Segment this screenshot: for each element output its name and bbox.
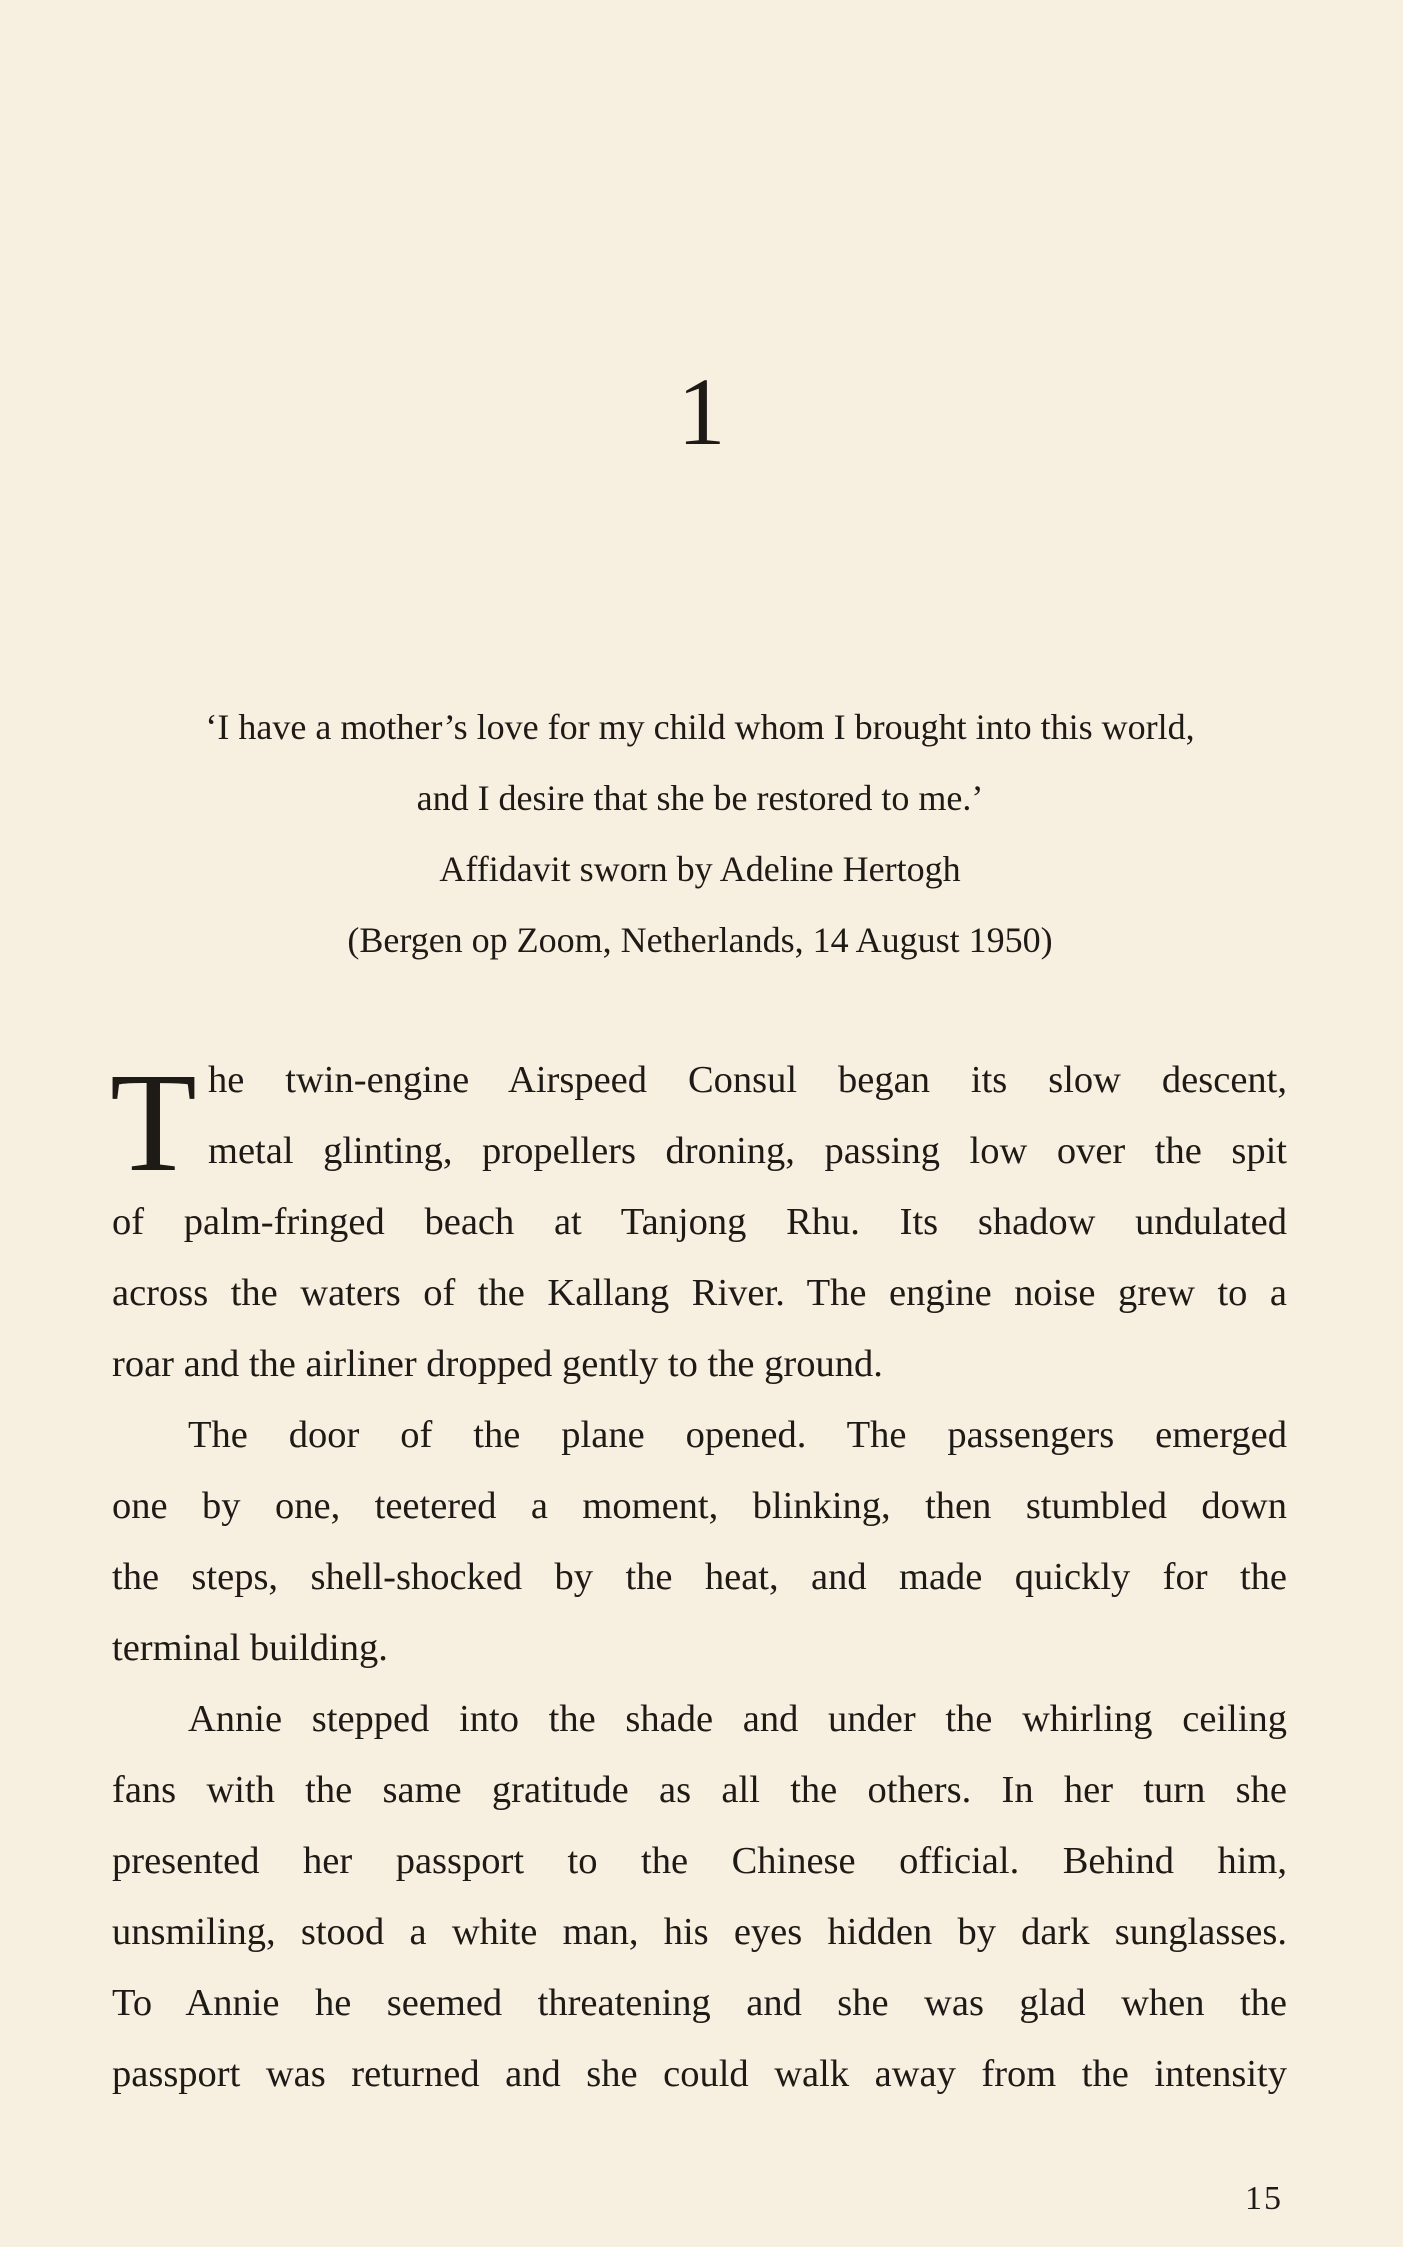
epigraph-attribution: Affidavit sworn by Adeline Hertogh <box>439 849 961 889</box>
drop-cap: T <box>110 1043 197 1201</box>
text-line: Annie stepped into the shade and under the whirling ceiling <box>188 1698 1287 1740</box>
text-line: passport was returned and she could walk away from the intensity <box>112 2053 1287 2095</box>
text-line: To Annie he seemed threatening and she was glad when the <box>112 1982 1287 2024</box>
text-line: unsmiling, stood a white man, his eyes hidden by dark sunglasses. <box>112 1911 1287 1953</box>
page-number: 15 <box>1245 2180 1283 2217</box>
text-line: fans with the same gratitude as all the others. In her turn she <box>112 1769 1287 1811</box>
paragraph-3 <box>112 1684 1287 2110</box>
body-text <box>112 1045 1287 2110</box>
epigraph-quote-line-2: and I desire that she be restored to me.’ <box>416 778 984 818</box>
text-line: The door of the plane opened. The passengers emerged <box>188 1414 1287 1456</box>
text-line: presented her passport to the Chinese official. Behind him, <box>112 1840 1287 1882</box>
text-line: metal glinting, propellers droning, passing low over the spit <box>208 1130 1287 1172</box>
text-line: roar and the airliner dropped gently to the ground. <box>112 1343 883 1385</box>
chapter-number: 1 <box>677 358 726 465</box>
epigraph-quote-line-1: ‘I have a mother’s love for my child whom I brought into this world, <box>205 707 1195 747</box>
text-line: across the waters of the Kallang River. The engine noise grew to a <box>112 1272 1287 1314</box>
text-line: one by one, teetered a moment, blinking, then stumbled down <box>112 1485 1287 1527</box>
text-line: terminal building. <box>112 1627 388 1669</box>
text-line: of palm-fringed beach at Tanjong Rhu. Its shadow undulated <box>112 1201 1287 1243</box>
paragraph-1 <box>112 1045 1287 1400</box>
epigraph <box>80 692 1320 976</box>
epigraph-source: (Bergen op Zoom, Netherlands, 14 August 1950) <box>347 920 1053 960</box>
text-line: the steps, shell-shocked by the heat, and made quickly for the <box>112 1556 1287 1598</box>
text-line: he twin-engine Airspeed Consul began its slow descent, <box>208 1059 1287 1101</box>
paragraph-2 <box>112 1400 1287 1684</box>
